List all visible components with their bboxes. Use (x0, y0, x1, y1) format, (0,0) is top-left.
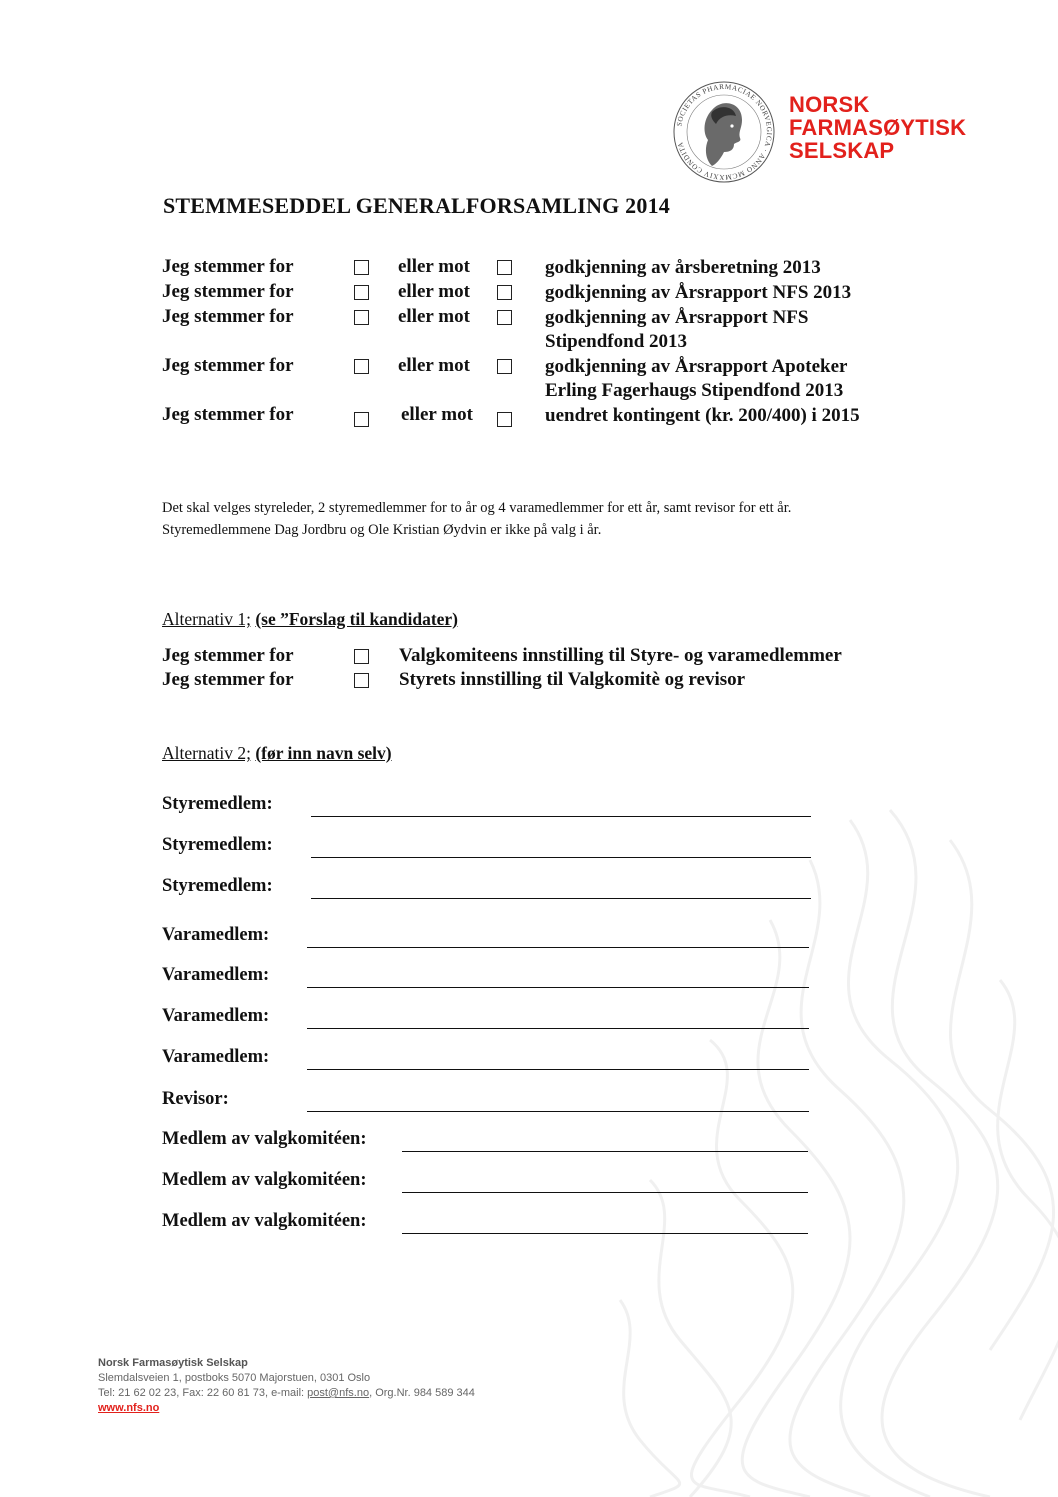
for-label: Jeg stemmer for (162, 306, 294, 327)
alt-heading-note: (før inn navn selv) (255, 743, 392, 763)
alt1-subject: Valgkomiteens innstilling til Styre- og varamedlemmer (399, 645, 842, 666)
field-label: Varamedlem: (162, 1047, 270, 1067)
alt-heading-label: Alternativ 1; (162, 609, 251, 629)
for-label: Jeg stemmer for (162, 669, 294, 690)
name-field (0, 835, 1058, 865)
brand-line: FARMASØYTISK (789, 115, 967, 140)
name-field (0, 1006, 1058, 1036)
alt-heading-label: Alternativ 2; (162, 743, 251, 763)
name-field (0, 1047, 1058, 1077)
email-link[interactable]: post@nfs.no (307, 1387, 370, 1399)
vote-subject: godkjenning av Årsrapport Apoteker Erling Fagerhaugs Stipendfond 2013 (545, 356, 848, 401)
write-in-line[interactable] (402, 1233, 808, 1234)
footer-org: Norsk Farmasøytisk Selskap (98, 1357, 248, 1369)
field-label: Revisor: (162, 1089, 229, 1109)
write-in-line[interactable] (311, 857, 811, 858)
write-in-line[interactable] (402, 1151, 808, 1152)
field-label: Medlem av valgkomitéen: (162, 1170, 367, 1190)
field-label: Medlem av valgkomitéen: (162, 1129, 367, 1149)
footer-address: Slemdalsveien 1, postboks 5070 Majorstuen, 0301 Oslo (98, 1372, 371, 1384)
write-in-line[interactable] (307, 1069, 809, 1070)
against-checkbox[interactable] (497, 310, 512, 325)
field-label: Varamedlem: (162, 925, 270, 945)
vote-subject: godkjenning av Årsrapport NFS 2013 (545, 282, 852, 303)
website-link[interactable]: www.nfs.no (98, 1402, 160, 1414)
name-field (0, 925, 1058, 955)
for-checkbox[interactable] (354, 673, 369, 688)
alt1-subject: Styrets innstilling til Valgkomitè og revisor (399, 669, 746, 690)
against-checkbox[interactable] (497, 260, 512, 275)
info-line: Det skal velges styreleder, 2 styremedlemmer for to år og 4 varamedlemmer for ett år, samt revisor for ett år. (162, 500, 792, 516)
field-label: Medlem av valgkomitéen: (162, 1211, 367, 1231)
for-checkbox[interactable] (354, 412, 369, 427)
field-label: Varamedlem: (162, 1006, 270, 1026)
field-label: Varamedlem: (162, 965, 270, 985)
against-label: eller mot (398, 306, 470, 327)
against-label: eller mot (398, 355, 470, 376)
vote-subject: uendret kontingent (kr. 200/400) i 2015 (545, 405, 860, 426)
for-checkbox[interactable] (354, 260, 369, 275)
info-line: Styremedlemmene Dag Jordbru og Ole Kristian Øydvin er ikke på valg i år. (162, 522, 602, 538)
against-label: eller mot (398, 256, 470, 277)
for-checkbox[interactable] (354, 310, 369, 325)
field-label: Styremedlem: (162, 876, 273, 896)
for-checkbox[interactable] (354, 649, 369, 664)
seal-logo (672, 80, 776, 184)
name-field (0, 794, 1058, 824)
against-label: eller mot (398, 281, 470, 302)
brand-wordmark (789, 93, 966, 162)
write-in-line[interactable] (307, 1111, 809, 1112)
for-label: Jeg stemmer for (162, 355, 294, 376)
against-checkbox[interactable] (497, 359, 512, 374)
name-field (0, 1170, 1058, 1200)
for-checkbox[interactable] (354, 285, 369, 300)
write-in-line[interactable] (311, 816, 811, 817)
footer-contact-prefix: Tel: 21 62 02 23, Fax: 22 60 81 73, e-mail: (98, 1387, 308, 1399)
footer-contact-suffix: , Org.Nr. 984 589 344 (369, 1387, 475, 1399)
vote-subject: godkjenning av Årsrapport NFS Stipendfond 2013 (545, 307, 809, 352)
write-in-line[interactable] (402, 1192, 808, 1193)
svg-text:SOCIETAS PHARMACIAE NORVEGICA: SOCIETAS PHARMACIAE NORVEGICA · ANNO MCMXXIV CONDITA (675, 82, 774, 182)
for-label: Jeg stemmer for (162, 404, 294, 425)
against-checkbox[interactable] (497, 412, 512, 427)
footer (98, 1356, 475, 1416)
alternative-1-heading (162, 609, 458, 630)
for-checkbox[interactable] (354, 359, 369, 374)
brand-line: SELSKAP (789, 138, 895, 163)
write-in-line[interactable] (307, 987, 809, 988)
field-label: Styremedlem: (162, 835, 273, 855)
election-info (162, 497, 962, 541)
name-field (0, 1129, 1058, 1159)
footer-contact (98, 1386, 475, 1401)
name-field (0, 965, 1058, 995)
name-field (0, 1211, 1058, 1241)
brand-line: NORSK (789, 92, 870, 117)
write-in-line[interactable] (307, 1028, 809, 1029)
against-checkbox[interactable] (497, 285, 512, 300)
vote-subject: godkjenning av årsberetning 2013 (545, 257, 821, 278)
name-field (0, 1089, 1058, 1119)
for-label: Jeg stemmer for (162, 256, 294, 277)
for-label: Jeg stemmer for (162, 281, 294, 302)
alternative-2-heading (162, 743, 392, 764)
alt-heading-note: (se ”Forslag til kandidater) (255, 609, 459, 629)
for-label: Jeg stemmer for (162, 645, 294, 666)
name-field (0, 876, 1058, 906)
field-label: Styremedlem: (162, 794, 273, 814)
page-title: STEMMESEDDEL GENERALFORSAMLING 2014 (163, 193, 670, 218)
write-in-line[interactable] (307, 947, 809, 948)
against-label: eller mot (401, 404, 473, 425)
write-in-line[interactable] (311, 898, 811, 899)
